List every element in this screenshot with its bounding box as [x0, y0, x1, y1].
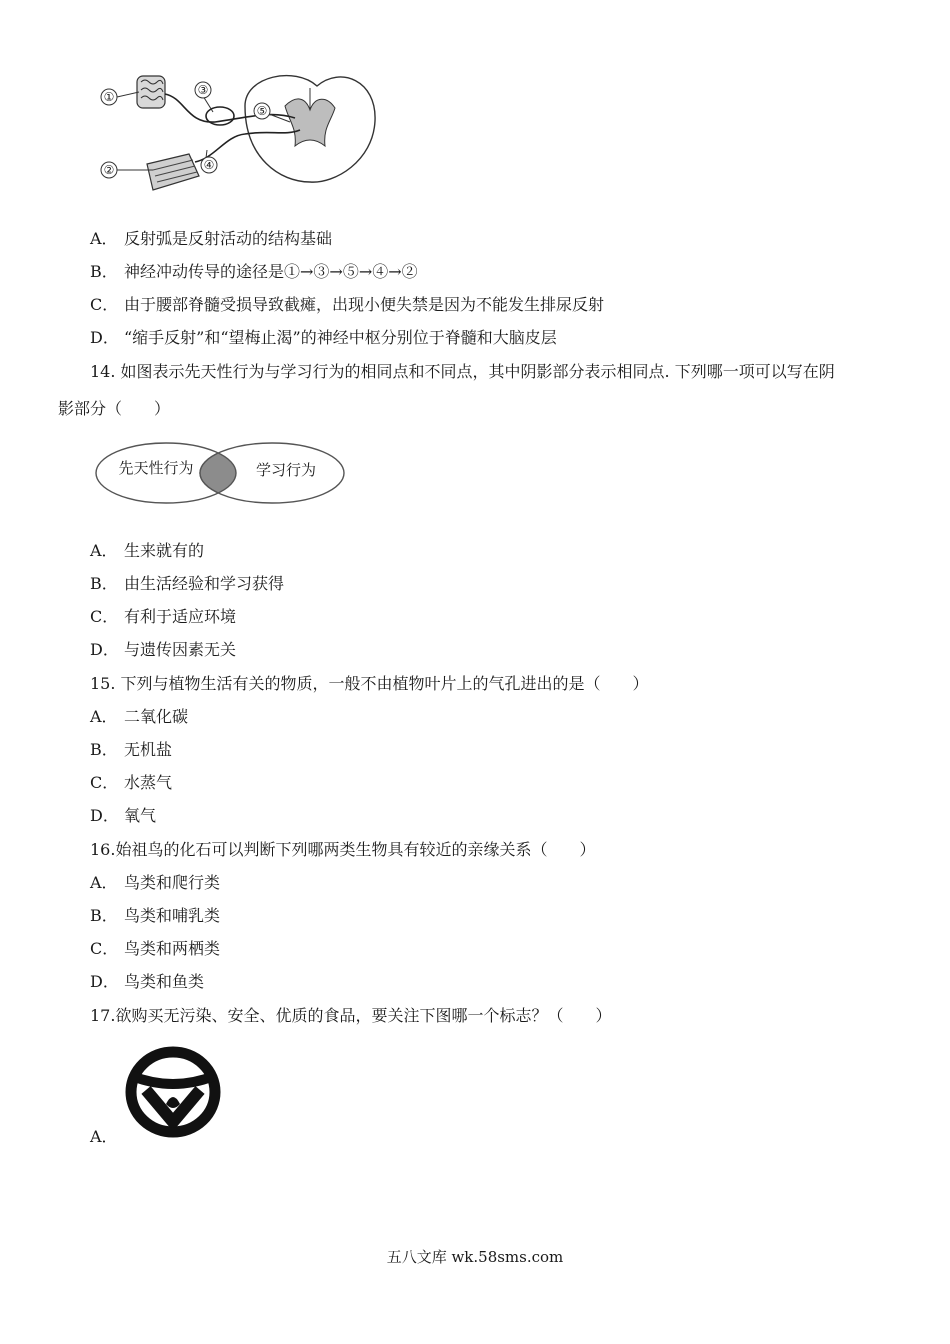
q15-option-c	[90, 773, 172, 793]
q14-option-a	[90, 541, 204, 561]
option-letter: D．	[90, 972, 119, 991]
effector-shape	[147, 154, 199, 190]
label-5: ⑤	[256, 104, 268, 118]
q16-option-b	[90, 906, 220, 926]
option-text: 有利于适应环境	[124, 607, 237, 626]
option-letter: C．	[90, 295, 119, 314]
green-food-logo-icon	[124, 1046, 222, 1138]
option-letter: A．	[90, 1127, 118, 1146]
q14-stem-line2: 影部分（ ）	[58, 399, 171, 418]
option-letter: B．	[90, 574, 118, 593]
option-text: 由于腰部脊髓受损导致截瘫，出现小便失禁是因为不能发生排尿反射	[124, 295, 605, 314]
spinal-cord-shape	[245, 76, 375, 183]
q14-stem-line1: 14. 如图表示先天性行为与学习行为的相同点和不同点，其中阴影部分表示相同点. 下列哪一项可以写在阴	[90, 362, 835, 381]
option-letter: A．	[90, 707, 118, 726]
option-text: “缩手反射”和“望梅止渴”的神经中枢分别位于脊髓和大脑皮层	[124, 328, 557, 347]
q16-stem: 16.始祖鸟的化石可以判断下列哪两类生物具有较近的亲缘关系（ ）	[90, 840, 596, 859]
label-2: ②	[103, 163, 115, 177]
label-3: ③	[197, 83, 209, 97]
receptor-shape	[137, 76, 165, 108]
option-text: 生来就有的	[124, 541, 205, 560]
q15-option-a	[90, 707, 188, 727]
q13-option-d	[90, 328, 557, 348]
option-letter: A．	[90, 229, 118, 248]
option-text: 神经冲动传导的途径是①→③→⑤→④→②	[124, 262, 418, 281]
option-text: 鸟类和两栖类	[124, 939, 221, 958]
q15-option-d	[90, 806, 156, 826]
option-letter: D．	[90, 806, 119, 825]
q17-option-a	[90, 1127, 124, 1147]
option-text: 二氧化碳	[124, 707, 189, 726]
option-text: 氧气	[124, 806, 157, 825]
venn-right-label: 学习行为	[255, 462, 317, 479]
option-letter: D．	[90, 640, 119, 659]
q17-stem: 17.欲购买无污染、安全、优质的食品，要关注下图哪一个标志？（ ）	[90, 1006, 612, 1025]
option-text: 反射弧是反射活动的结构基础	[124, 229, 333, 248]
option-text: 鸟类和鱼类	[124, 972, 205, 991]
q15-stem: 15. 下列与植物生活有关的物质，一般不由植物叶片上的气孔进出的是（ ）	[90, 674, 649, 693]
option-text: 鸟类和哺乳类	[124, 906, 221, 925]
q16-option-a	[90, 873, 220, 893]
q14-option-b	[90, 574, 284, 594]
option-letter: B．	[90, 262, 118, 281]
reflex-arc-figure	[95, 66, 385, 196]
option-letter: C．	[90, 939, 119, 958]
option-letter: D．	[90, 328, 119, 347]
q15-option-b	[90, 740, 172, 760]
page-footer: 五八文库 wk.58sms.com	[386, 1248, 564, 1266]
option-text: 水蒸气	[124, 773, 173, 792]
option-letter: A．	[90, 873, 118, 892]
option-text: 由生活经验和学习获得	[124, 574, 285, 593]
q13-option-a	[90, 229, 332, 249]
q13-option-b	[90, 262, 418, 282]
option-letter: C．	[90, 607, 119, 626]
option-text: 无机盐	[124, 740, 173, 759]
label-1: ①	[103, 90, 115, 104]
q14-option-d	[90, 640, 236, 660]
option-letter: B．	[90, 906, 118, 925]
option-text: 鸟类和爬行类	[124, 873, 221, 892]
option-text: 与遗传因素无关	[124, 640, 237, 659]
venn-left-label: 先天性行为	[118, 460, 194, 477]
q13-option-c	[90, 295, 604, 315]
q16-option-c	[90, 939, 220, 959]
q16-option-d	[90, 972, 204, 992]
option-letter: B．	[90, 740, 118, 759]
venn-diagram	[92, 440, 348, 506]
label-4: ④	[203, 158, 215, 172]
q14-option-c	[90, 607, 236, 627]
option-letter: A．	[90, 541, 118, 560]
option-letter: C．	[90, 773, 119, 792]
